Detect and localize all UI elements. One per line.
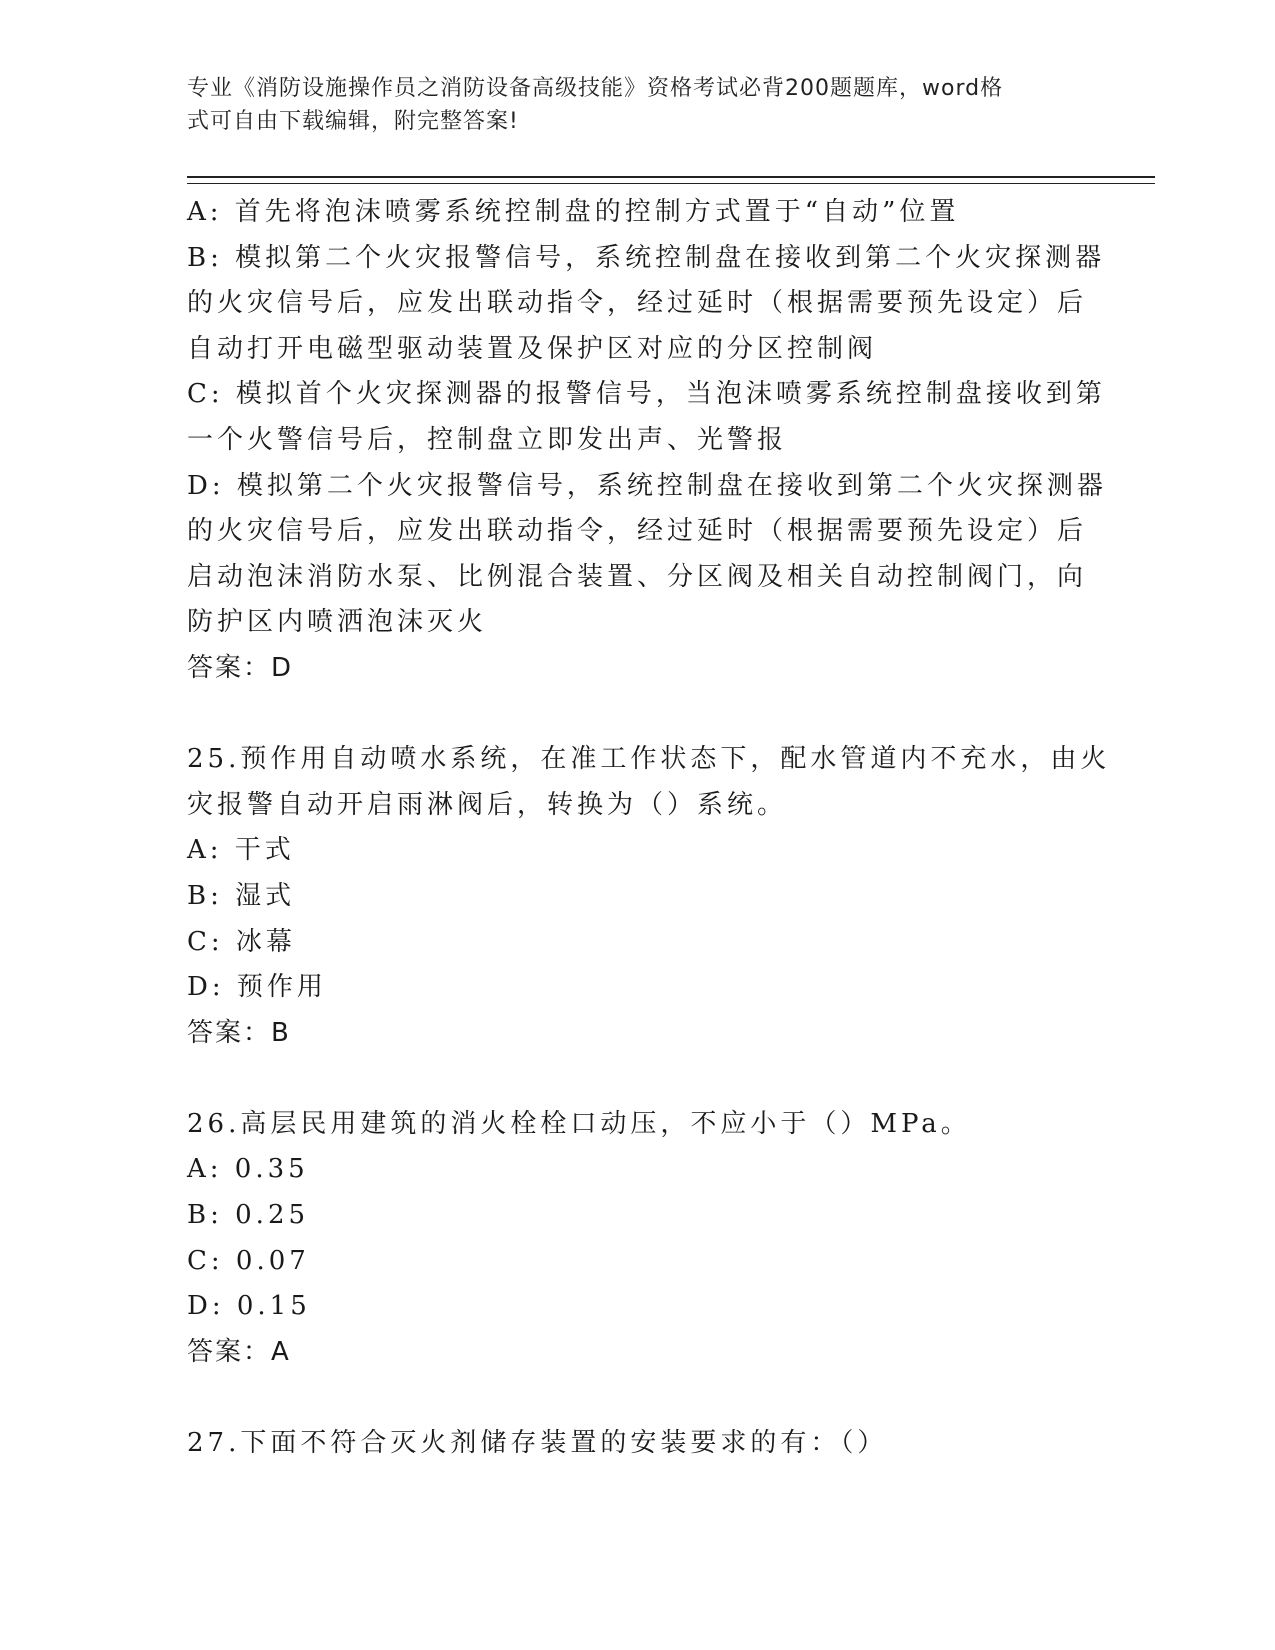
question-26-block: [187, 1102, 1087, 1376]
option-d-cont: 启动泡沫消防水泵、比例混合装置、分区阀及相关自动控制阀门，向: [187, 561, 1088, 592]
option-d-cont: 防护区内喷洒泡沫灭火: [187, 607, 488, 638]
option-d: D: 0.15: [187, 1291, 311, 1322]
option-d-cont: 的火灾信号后，应发出联动指令，经过延时（根据需要预先设定）后: [187, 516, 1088, 547]
option-b: B: 模拟第二个火灾报警信号，系统控制盘在接收到第二个火灾探测器: [187, 242, 1106, 273]
answer: 答案：D: [187, 652, 294, 683]
question-text: 25.预作用自动喷水系统，在准工作状态下，配水管道内不充水，由火: [187, 744, 1111, 775]
header-rule-thick: [187, 176, 1155, 178]
spacer: [187, 1056, 1087, 1102]
option-a: A: 首先将泡沫喷雾系统控制盘的控制方式置于“自动”位置: [187, 197, 960, 227]
option-b-cont: 自动打开电磁型驱动装置及保护区对应的分区控制阀: [187, 333, 878, 364]
option-b: B: 湿式: [187, 880, 296, 911]
question-27-block: [187, 1421, 1087, 1467]
option-b-cont: 的火灾信号后，应发出联动指令，经过延时（根据需要预先设定）后: [187, 288, 1088, 319]
header-rule-thin: [187, 183, 1155, 184]
answer: 答案：A: [187, 1336, 291, 1367]
question-text: 27.下面不符合灭火剂储存装置的安装要求的有：（）: [187, 1428, 888, 1459]
option-d: D: 模拟第二个火灾报警信号，系统控制盘在接收到第二个火灾探测器: [187, 470, 1107, 501]
question-text: 26.高层民用建筑的消火栓栓口动压，不应小于（）MPa。: [187, 1108, 971, 1139]
question-25-block: [187, 737, 1111, 1056]
option-a: A: 0.35: [187, 1154, 309, 1185]
answer: 答案：B: [187, 1017, 291, 1048]
question-text-cont: 灾报警自动开启雨淋阀后，转换为（）系统。: [187, 789, 788, 820]
header-line-2: 式可自由下载编辑，附完整答案!: [187, 109, 519, 134]
spacer: [187, 692, 1087, 738]
option-c: C: 0.07: [187, 1245, 310, 1276]
option-c-cont: 一个火警信号后，控制盘立即发出声、光警报: [187, 424, 788, 455]
document-body: [187, 190, 1111, 1467]
option-a: A: 干式: [187, 835, 295, 866]
option-b: B: 0.25: [187, 1200, 310, 1231]
spacer: [187, 1375, 1087, 1421]
option-d: D: 预作用: [187, 972, 327, 1003]
option-c: C: 模拟首个火灾探测器的报警信号，当泡沫喷雾系统控制盘接收到第: [187, 379, 1106, 410]
document-header: [187, 72, 1067, 138]
header-line-1: 专业《消防设施操作员之消防设备高级技能》资格考试必背200题题库，word格: [187, 76, 1004, 101]
question-24-block: [187, 190, 1107, 692]
option-c: C: 冰幕: [187, 926, 296, 957]
